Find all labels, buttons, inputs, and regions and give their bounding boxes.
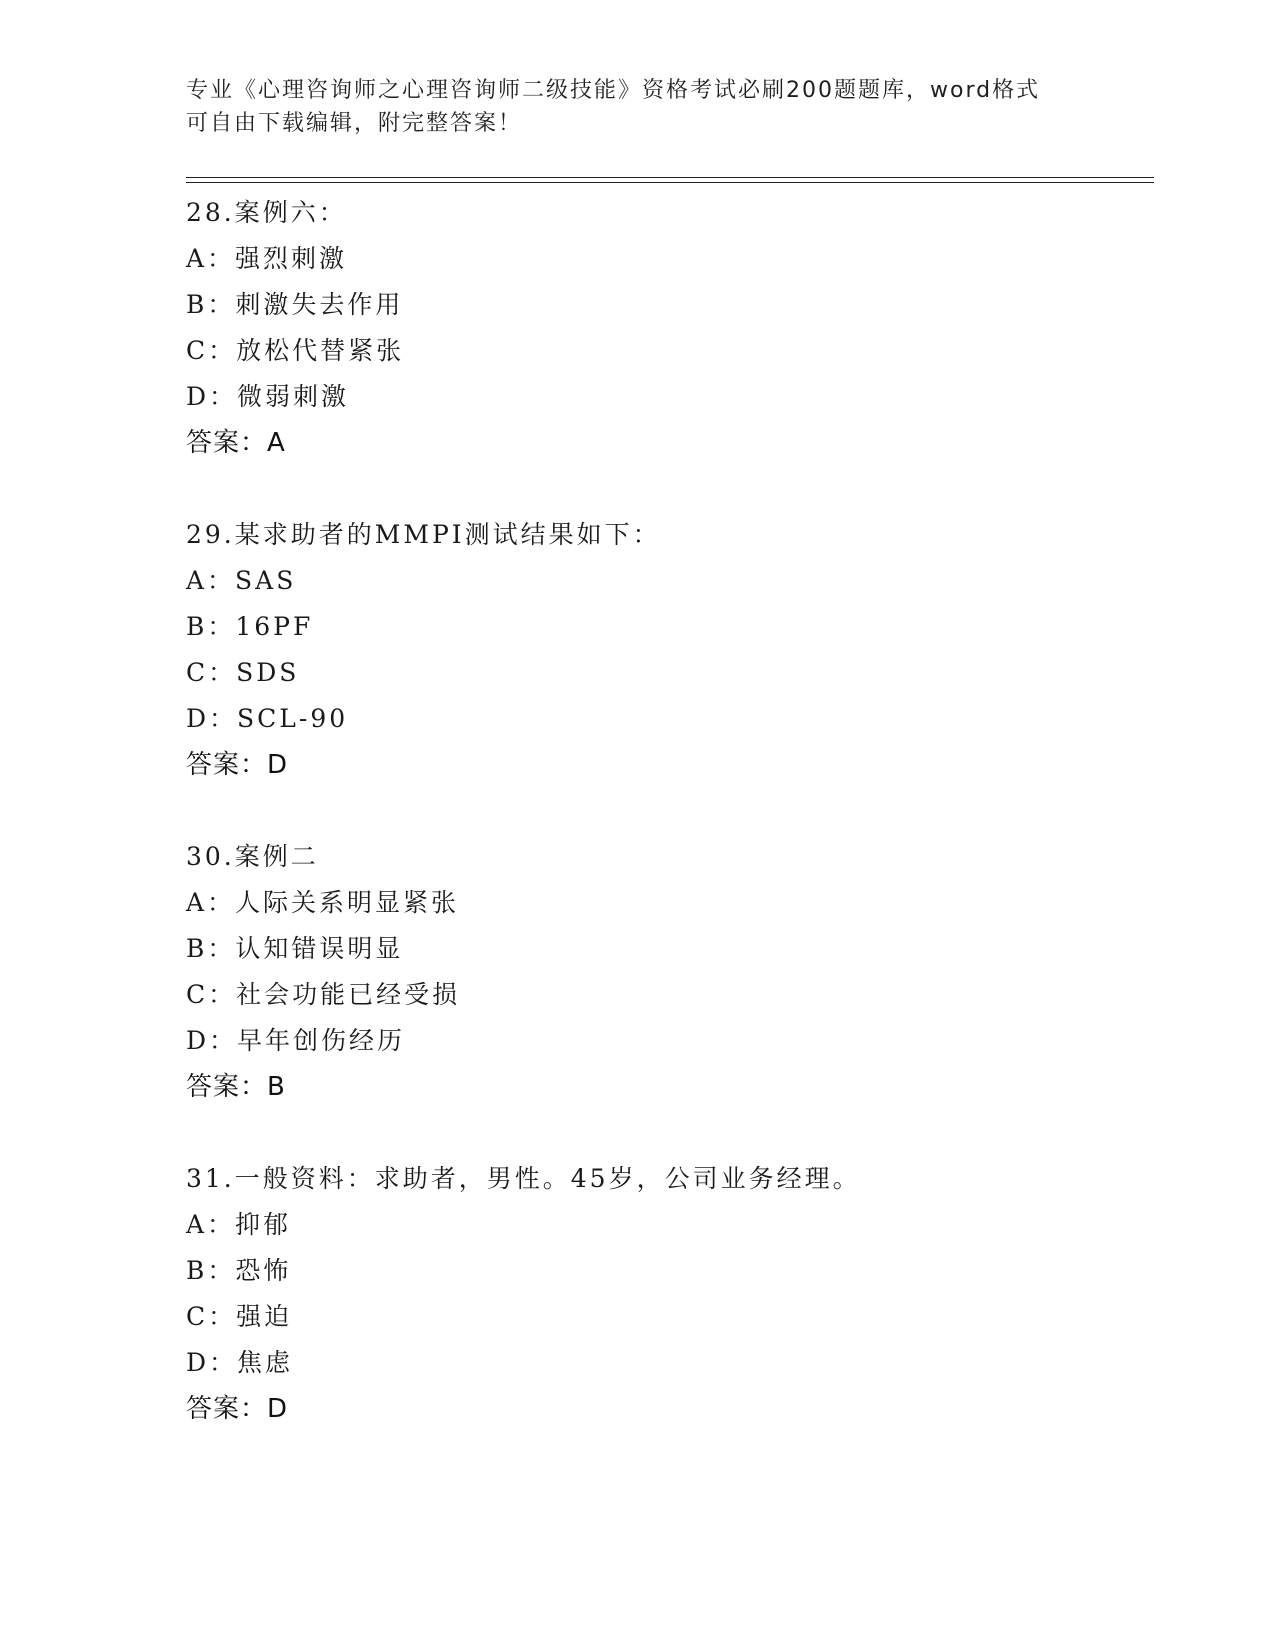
option-b: B：认知错误明显 (186, 934, 404, 963)
question-29 (186, 512, 1146, 788)
answer-label: 答案：A (186, 428, 286, 458)
question-stem: 31.一般资料：求助者，男性。45岁，公司业务经理。 (186, 1164, 861, 1193)
option-b: B：16PF (186, 612, 314, 641)
option-c: C：社会功能已经受损 (186, 980, 461, 1009)
answer-label: 答案：D (186, 750, 289, 780)
option-b: B：刺激失去作用 (186, 290, 404, 319)
answer-label: 答案：D (186, 1394, 289, 1424)
option-a: A：SAS (186, 566, 297, 595)
question-stem: 30.案例二 (186, 842, 319, 871)
header-divider-top (186, 177, 1154, 178)
option-d: D：SCL-90 (186, 704, 349, 733)
question-30 (186, 834, 1146, 1110)
question-stem: 29.某求助者的MMPI测试结果如下： (186, 520, 661, 549)
question-list (186, 190, 1146, 1478)
question-28 (186, 190, 1146, 466)
option-a: A：抑郁 (186, 1210, 292, 1239)
answer-label: 答案：B (186, 1072, 286, 1102)
option-a: A：强烈刺激 (186, 244, 348, 273)
header-line-2: 可自由下载编辑，附完整答案！ (186, 111, 523, 136)
option-d: D：焦虑 (186, 1348, 294, 1377)
option-c: C：SDS (186, 658, 300, 687)
option-c: C：放松代替紧张 (186, 336, 405, 365)
header-divider-bottom (186, 182, 1154, 183)
header-line-1: 专业《心理咨询师之心理咨询师二级技能》资格考试必刷200题题库，word格式 (186, 78, 1041, 103)
option-b: B：恐怖 (186, 1256, 292, 1285)
option-c: C：强迫 (186, 1302, 293, 1331)
option-d: D：微弱刺激 (186, 382, 350, 411)
option-a: A：人际关系明显紧张 (186, 888, 460, 917)
option-d: D：早年创伤经历 (186, 1026, 406, 1055)
question-stem: 28.案例六： (186, 198, 347, 227)
question-31 (186, 1156, 1146, 1432)
document-header (186, 74, 1086, 140)
